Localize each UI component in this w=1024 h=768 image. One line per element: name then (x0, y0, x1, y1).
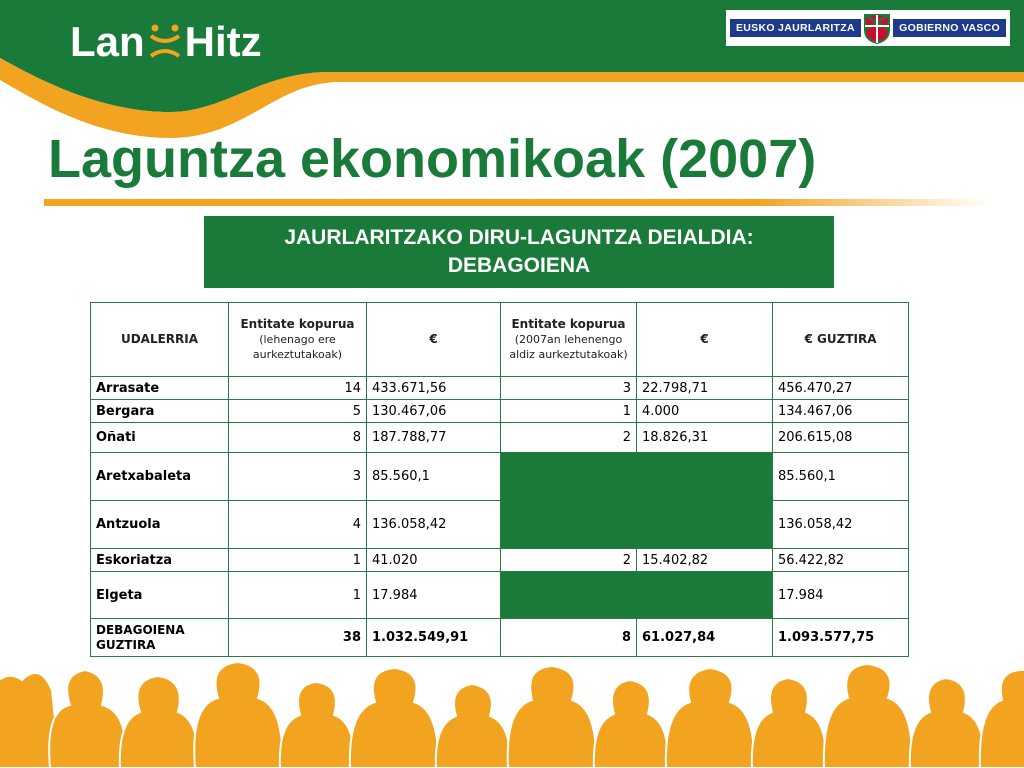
table-header-row (91, 303, 909, 377)
cell-name: Oñati (91, 423, 229, 453)
cell-new-amount: 15.402,82 (637, 549, 773, 572)
logo-mark-icon (147, 22, 183, 62)
cell-prev-amount: 1.032.549,91 (367, 619, 501, 657)
cell-name: Eskoriatza (91, 549, 229, 572)
cell-prev-count: 5 (229, 400, 367, 423)
cell-new-amount: 22.798,71 (637, 377, 773, 400)
logo-text-right: Hitz (184, 18, 262, 65)
cell-prev-amount: 130.467,06 (367, 400, 501, 423)
cell-prev-count: 8 (229, 423, 367, 453)
table-row (91, 400, 909, 423)
table-row (91, 549, 909, 572)
col-header-new-amount: € (637, 303, 773, 377)
cell-new-amount: 18.826,31 (637, 423, 773, 453)
title-underline (44, 199, 990, 206)
cell-prev-count: 14 (229, 377, 367, 400)
cell-new-amount: 4.000 (637, 400, 773, 423)
gov-text-basque: EUSKO JAURLARITZA (730, 19, 861, 37)
gov-text-spanish: GOBIERNO VASCO (893, 19, 1006, 37)
table-row (91, 453, 909, 501)
cell-prev-count: 38 (229, 619, 367, 657)
cell-prev-count: 4 (229, 501, 367, 549)
cell-name: DEBAGOIENA GUZTIRA (91, 619, 229, 657)
cell-new-count: 8 (501, 619, 637, 657)
cell-prev-amount: 41.020 (367, 549, 501, 572)
cell-name: Aretxabaleta (91, 453, 229, 501)
table-row (91, 572, 909, 619)
cell-prev-amount: 187.788,77 (367, 423, 501, 453)
cell-total: 85.560,1 (773, 453, 909, 501)
banner-line-2: DEBAGOIENA (447, 254, 591, 277)
cell-new-count: 2 (501, 423, 637, 453)
table-row (91, 423, 909, 453)
cell-total: 17.984 (773, 572, 909, 619)
logo-text-left: Lan (70, 18, 145, 65)
subsidy-table (90, 302, 909, 657)
cell-prev-amount: 85.560,1 (367, 453, 501, 501)
cell-new-count: 1 (501, 400, 637, 423)
cell-name: Bergara (91, 400, 229, 423)
col-header-prev-amount: € (367, 303, 501, 377)
cell-total: 134.467,06 (773, 400, 909, 423)
cell-total: 1.093.577,75 (773, 619, 909, 657)
cell-name: Antzuola (91, 501, 229, 549)
col-header-new-count: Entitate kopurua (2007an lehenengo aldiz aurkeztutakoak) (501, 303, 637, 377)
cell-new-count: 2 (501, 549, 637, 572)
crowd-silhouette-decoration (0, 650, 1024, 768)
cell-prev-count: 3 (229, 453, 367, 501)
cell-total: 456.470,27 (773, 377, 909, 400)
table-row (91, 501, 909, 549)
section-banner (204, 216, 834, 288)
cell-prev-amount: 17.984 (367, 572, 501, 619)
empty-block-filled (501, 572, 773, 619)
cell-total: 56.422,82 (773, 549, 909, 572)
banner-line-1: JAURLARITZAKO DIRU-LAGUNTZA DEIALDIA: (284, 226, 754, 249)
cell-prev-amount: 433.671,56 (367, 377, 501, 400)
government-banner (726, 10, 1010, 46)
basque-government-seal-icon (862, 12, 892, 44)
cell-new-count: 3 (501, 377, 637, 400)
cell-name: Elgeta (91, 572, 229, 619)
cell-prev-count: 1 (229, 572, 367, 619)
cell-prev-amount: 136.058,42 (367, 501, 501, 549)
cell-prev-count: 1 (229, 549, 367, 572)
cell-name: Arrasate (91, 377, 229, 400)
page-title: Laguntza ekonomikoak (2007) (48, 129, 817, 189)
col-header-prev-count: Entitate kopurua (lehenago ere aurkeztutakoak) (229, 303, 367, 377)
table-row (91, 377, 909, 400)
lanhitz-logo (70, 18, 262, 66)
cell-total: 206.615,08 (773, 423, 909, 453)
col-header-total: € GUZTIRA (773, 303, 909, 377)
cell-new-amount: 61.027,84 (637, 619, 773, 657)
cell-total: 136.058,42 (773, 501, 909, 549)
empty-block-filled (501, 453, 773, 549)
col-header-udalerria: UDALERRIA (91, 303, 229, 377)
